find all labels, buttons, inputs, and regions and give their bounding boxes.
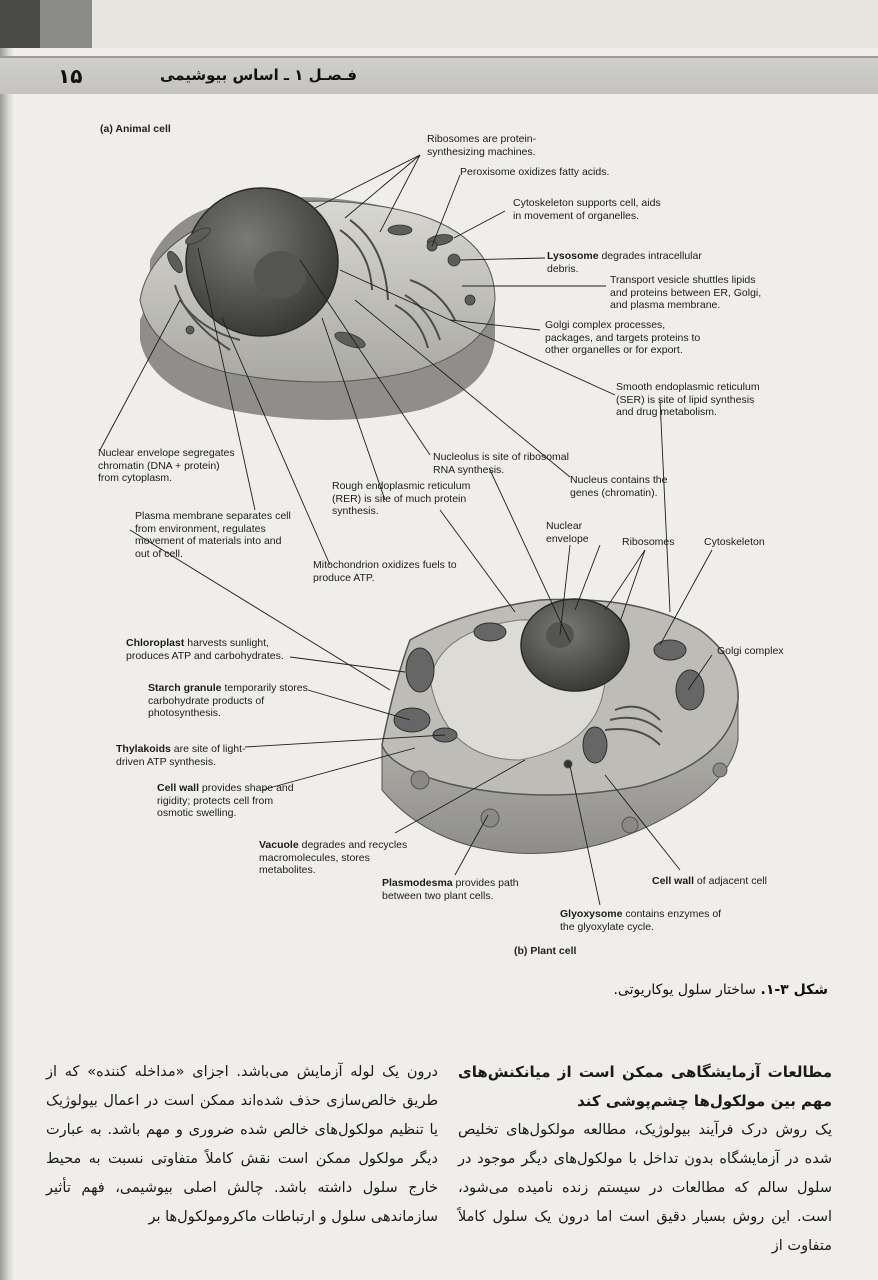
label-rer: Rough endoplasmic reticulum (RER) is site of much protein synthesis. bbox=[332, 480, 471, 517]
label-cell-wall bbox=[157, 782, 294, 820]
label-starch-granule bbox=[148, 682, 308, 720]
section-heading: مطالعات آزمایشگاهی ممکن است از میانکنش‌های مهم بین مولکول‌ها چشم‌پوشی کند bbox=[458, 1063, 832, 1110]
label-mitochondrion: Mitochondrion oxidizes fuels to produce ATP. bbox=[313, 559, 457, 584]
label-peroxisome: Peroxisome oxidizes fatty acids. bbox=[460, 166, 610, 178]
label-plasmodesma bbox=[382, 877, 519, 902]
label-ser: Smooth endoplasmic reticulum (SER) is site of lipid synthesis and drug metabolism. bbox=[616, 381, 760, 418]
label-starch-text: temporarily stores carbohydrate products of photosynthesis. bbox=[148, 682, 308, 719]
label-cell-wall-adjacent-text: of adjacent cell bbox=[694, 875, 767, 887]
label-glyoxysome bbox=[560, 908, 721, 933]
left-text-column bbox=[46, 1058, 438, 1232]
label-chloroplast-name: Chloroplast bbox=[126, 637, 185, 649]
panel-b-title: (b) Plant cell bbox=[514, 945, 577, 957]
label-vacuole-text: degrades and recycles macromolecules, stores metabolites. bbox=[259, 839, 408, 876]
label-ribosomes-animal: Ribosomes are protein- synthesizing machines. bbox=[427, 133, 537, 158]
left-column-paragraph: درون یک لوله آزمایش می‌باشد. اجزای «مداخله کننده» که از طریق خالص‌سازی حذف شده‌اند ممکن است در اعمال بیولوژیک یا تنظیم مولکول‌های خالص شده ضروری و مهم باشد. به عبارت دیگر مولکول ممکن است نقش کاملاً متفاوتی نسبت به محیط خارج سلول داشته باشد. چالش اصلی بیوشیمی، فهم تأثیر سازماندهی سلول و ارتباطات ماکرومولکول‌ها بر bbox=[46, 1064, 438, 1225]
label-cell-wall-adjacent-name: Cell wall bbox=[652, 875, 695, 887]
label-starch-name: Starch granule bbox=[148, 682, 222, 694]
right-column-paragraph: یک روش درک فرآیند بیولوژیک، مطالعه مولکول‌های تخلیص شده در آزمایشگاه بدون تداخل با مولکول‌های دیگر موجود در سلول سالم که مطالعات در سیستم زنده نامیده می‌شود، است. این روش بسیار دقیق است اما درون یک سلول کاملاً متفاوت از bbox=[458, 1122, 832, 1254]
label-golgi-plant: Golgi complex bbox=[717, 645, 784, 657]
label-plasmodesma-text: provides path between two plant cells. bbox=[382, 877, 519, 902]
label-cytoskeleton-animal: Cytoskeleton supports cell, aids in movement of organelles. bbox=[513, 197, 661, 222]
label-ribosomes-plant: Ribosomes bbox=[622, 536, 675, 548]
label-cytoskeleton-plant: Cytoskeleton bbox=[704, 536, 765, 548]
chapter-title: فـصـل ۱ ـ اساس بیوشیمی bbox=[160, 66, 357, 84]
label-lysosome-text: degrades intracellular debris. bbox=[547, 250, 702, 275]
plant-cell-drawing bbox=[382, 599, 738, 854]
right-text-column bbox=[458, 1058, 832, 1261]
animal-cell-drawing bbox=[140, 188, 495, 420]
top-grey-tab bbox=[40, 0, 92, 48]
label-cell-wall-name: Cell wall bbox=[157, 782, 200, 794]
label-nucleolus: Nucleolus is site of ribosomal RNA synthesis. bbox=[433, 451, 569, 476]
page-number: ۱۵ bbox=[58, 64, 83, 88]
figure-caption-label: شکل ۳-۱. bbox=[760, 982, 828, 998]
label-plasmodesma-name: Plasmodesma bbox=[382, 877, 453, 889]
figure-caption bbox=[613, 982, 828, 998]
label-golgi-animal: Golgi complex processes, packages, and targets proteins to other organelles or for export. bbox=[545, 319, 701, 356]
panel-a-title: (a) Animal cell bbox=[100, 123, 171, 135]
label-nucleus: Nucleus contains the genes (chromatin). bbox=[570, 474, 668, 499]
label-glyoxysome-text: contains enzymes of the glyoxylate cycle. bbox=[560, 908, 722, 933]
top-dark-tab bbox=[0, 0, 40, 48]
label-chloroplast-text: harvests sunlight, produces ATP and carbohydrates. bbox=[126, 637, 284, 662]
label-plasma-membrane: Plasma membrane separates cell from environment, regulates movement of materials into and out of cell. bbox=[135, 510, 291, 560]
label-chloroplast bbox=[126, 637, 284, 662]
label-glyoxysome-name: Glyoxysome bbox=[560, 908, 623, 920]
label-lysosome-name: Lysosome bbox=[547, 250, 599, 262]
label-cell-wall-text: provides shape and rigidity; protects cell from osmotic swelling. bbox=[157, 782, 294, 819]
label-thylakoids bbox=[116, 743, 246, 768]
figure-caption-text: ساختار سلول یوکاریوتی. bbox=[613, 982, 761, 998]
label-vacuole bbox=[259, 839, 407, 877]
label-cell-wall-adjacent bbox=[652, 875, 767, 888]
label-vacuole-name: Vacuole bbox=[259, 839, 299, 851]
top-strip bbox=[0, 0, 878, 48]
label-thylakoids-text: are site of light- driven ATP synthesis. bbox=[116, 743, 246, 768]
label-lysosome bbox=[547, 250, 702, 275]
label-thylakoids-name: Thylakoids bbox=[116, 743, 171, 755]
label-nuclear-envelope-plant: Nuclear envelope bbox=[546, 520, 589, 545]
page-header bbox=[0, 56, 878, 94]
label-nuclear-envelope-animal: Nuclear envelope segregates chromatin (DNA + protein) from cytoplasm. bbox=[98, 447, 235, 484]
label-transport-vesicle: Transport vesicle shuttles lipids and proteins between ER, Golgi, and plasma membrane. bbox=[610, 274, 762, 311]
